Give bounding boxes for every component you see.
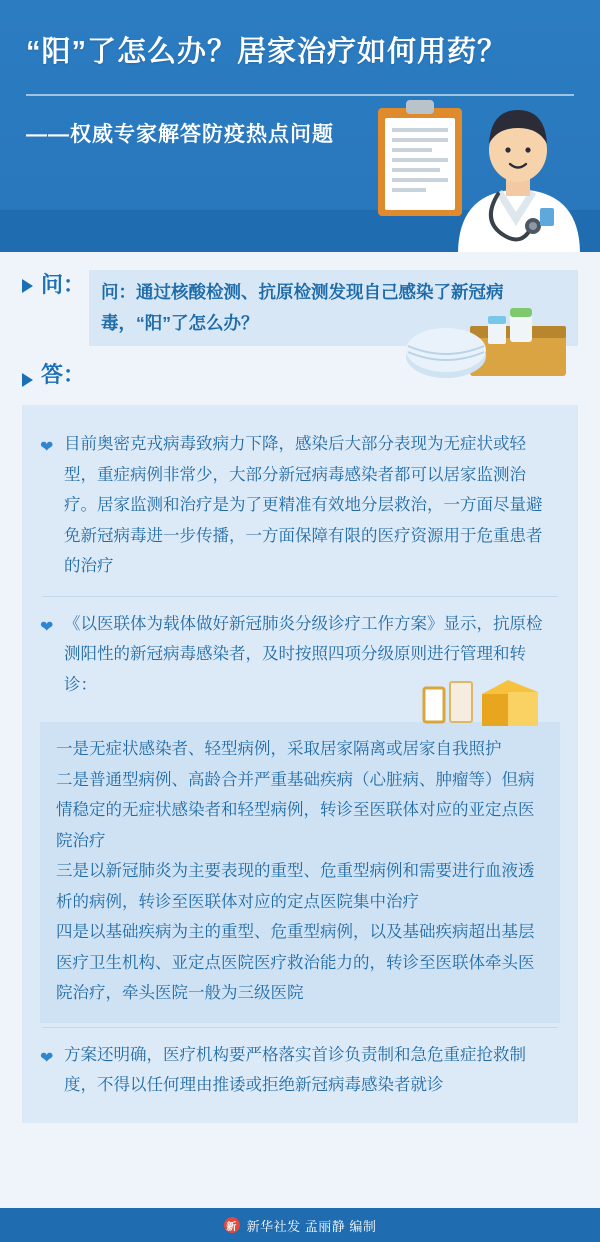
question-text: 问：通过核酸检测、抗原检测发现自己感染了新冠病毒，“阳”了怎么办？ (89, 270, 578, 346)
answer-item-3 (22, 1030, 578, 1113)
page-title: “阳”了怎么办？居家治疗如何用药？ (26, 36, 508, 68)
card-divider (42, 596, 558, 597)
footer-credit: 新华社发 孟丽静 编制 (246, 1218, 377, 1234)
triangle-bullet-icon (22, 279, 33, 293)
answer-row (22, 360, 578, 391)
footer (0, 1208, 600, 1242)
triangle-bullet-icon (22, 373, 33, 387)
header-divider (26, 94, 574, 96)
header (0, 0, 600, 252)
page-subtitle: ——权威专家解答防疫热点问题 (26, 122, 334, 146)
answer-text-1: 目前奥密克戎病毒致病力下降，感染后大部分表现为无症状或轻型，重症病例非常少，大部分新冠病毒感染者都可以居家监测治疗。居家监测和治疗是为了更精准有效地分层救治，一方面尽量避免新冠病毒进一步传播，一方面保障有限的医疗资源用于危重患者的治疗 (64, 435, 543, 576)
answer-panel (22, 405, 578, 1123)
card-divider (42, 1027, 558, 1028)
answer-text-2: 《以医联体为载体做好新冠肺炎分级诊疗工作方案》显示，抗原检测阳性的新冠病毒感染者，及时按照四项分级原则进行管理和转诊： (64, 614, 543, 694)
question-row (22, 270, 578, 346)
answer-label: 答： (41, 362, 86, 388)
heart-icon: ❤ (40, 618, 54, 636)
medicine-boxes-illustration (422, 674, 542, 736)
question-label: 问： (41, 272, 86, 297)
doctor-illustration (370, 86, 590, 252)
qa-section (0, 252, 600, 391)
answer-text-3: 方案还明确，医疗机构要严格落实首诊负责制和急危重症抢救制度，不得以任何理由推诿或拒绝新冠病毒感染者就诊 (64, 1045, 526, 1095)
principle-item-4: 四是以基础疾病为主的重型、危重型病例，以及基础疾病超出基层医疗卫生机构、亚定点医院医疗救治能力的，转诊至医联体牵头医院治疗，牵头医院一般为三级医院 (56, 923, 535, 1003)
principle-item-1: 一是无症状感染者、轻型病例，采取居家隔离或居家自我照护 (56, 740, 502, 759)
xinhua-logo-icon: 新 (224, 1217, 240, 1233)
principle-item-2: 二是普通型病例、高龄合并严重基础疾病（心脏病、肿瘤等）但病情稳定的无症状感染者和轻型病例，转诊至医联体对应的亚定点医院治疗 (56, 770, 535, 850)
answer-item-1 (22, 419, 578, 594)
heart-icon: ❤ (40, 439, 54, 457)
principle-item-3: 三是以新冠肺炎为主要表现的重型、危重型病例和需要进行血液透析的病例，转诊至医联体对应的定点医院集中治疗 (56, 862, 535, 911)
principles-box (40, 722, 560, 1023)
heart-icon: ❤ (40, 1049, 54, 1067)
